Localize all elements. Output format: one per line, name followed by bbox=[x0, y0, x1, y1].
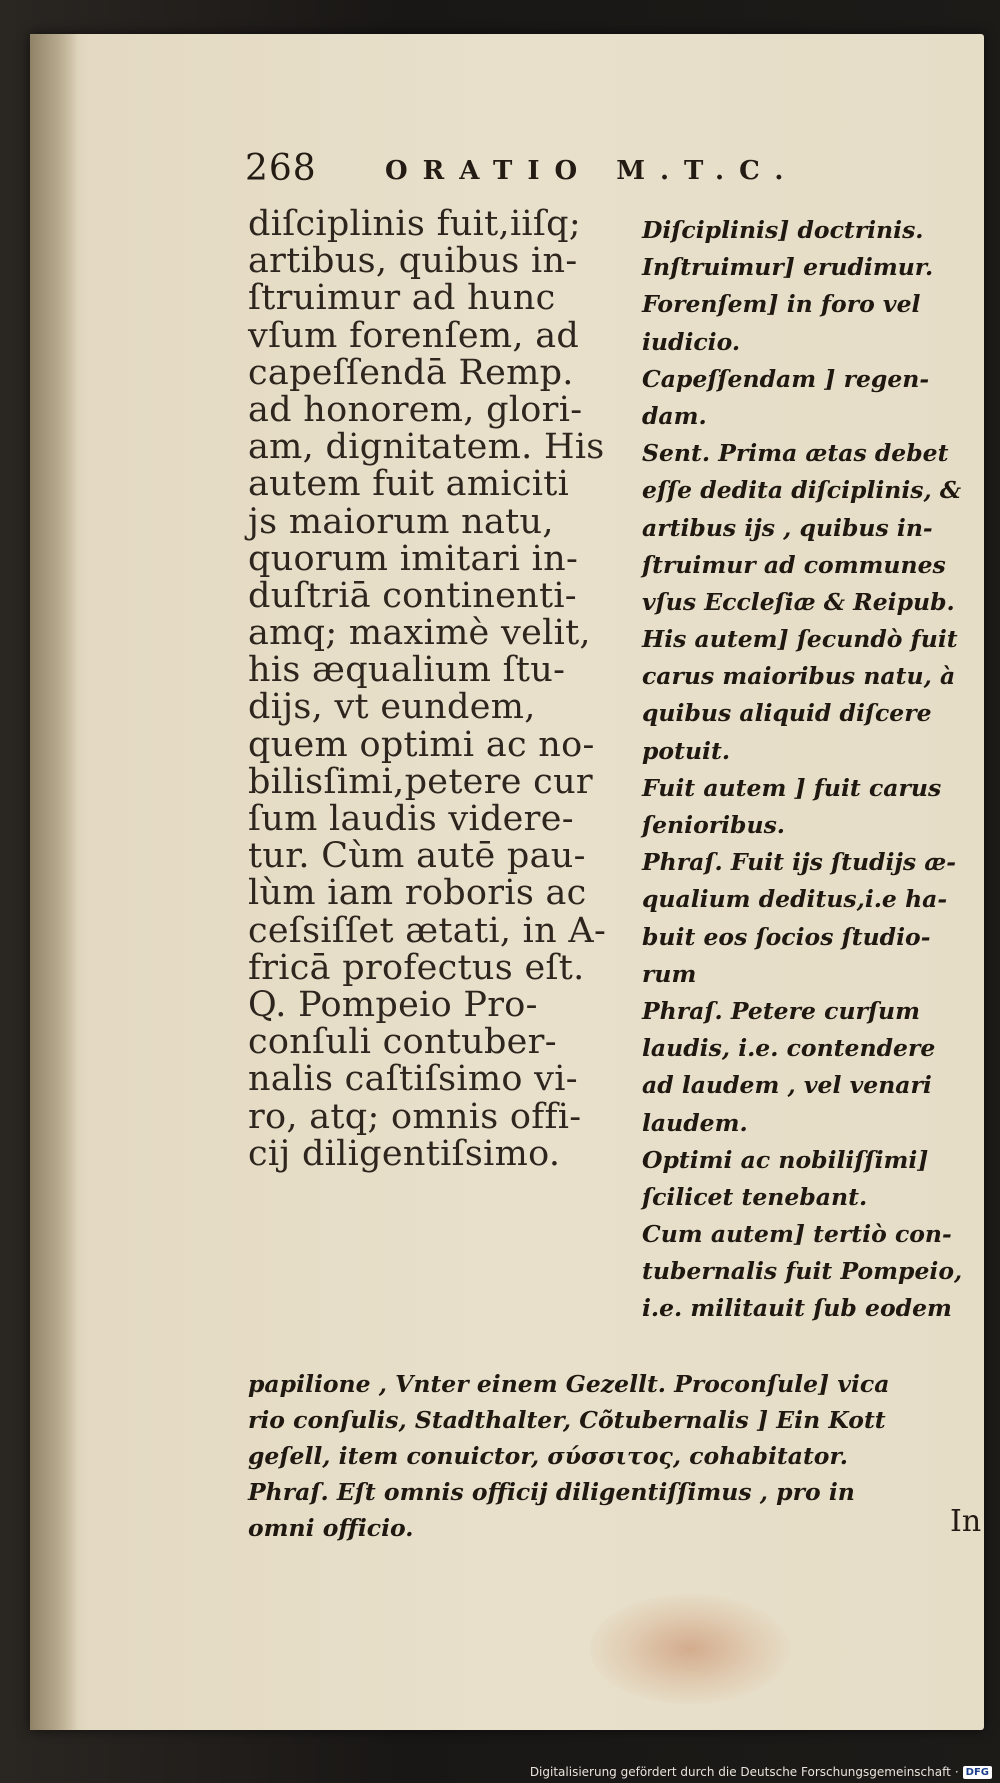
bottom-note-line: geſell, item conuictor, σύσσιτος, cohabitator. bbox=[248, 1442, 848, 1470]
main-text-line: fricā profectus eſt. bbox=[248, 947, 585, 988]
main-text-line: nalis caſtiſsimo vi- bbox=[248, 1059, 578, 1100]
main-text-line: js maiorum natu, bbox=[248, 501, 554, 542]
main-text-line: tur. Cùm autē pau- bbox=[248, 836, 586, 877]
main-text-line: ſum laudis videre- bbox=[248, 799, 574, 839]
marginal-note-line: vſus Eccleſiæ & Reipub. bbox=[642, 587, 955, 616]
marginal-note-line: buit eos ſocios ſtudio- bbox=[642, 922, 931, 951]
marginal-note-line: ad laudem , vel venari bbox=[642, 1071, 932, 1100]
main-text-line: his æqualium ſtu- bbox=[248, 650, 566, 691]
marginal-note-line: laudem. bbox=[642, 1108, 748, 1137]
marginal-notes-column bbox=[642, 212, 1000, 1328]
main-text-line: dijs, vt eundem, bbox=[248, 687, 536, 728]
main-text-column bbox=[248, 206, 648, 1173]
main-text-line: ro, atq; omnis offi- bbox=[248, 1096, 582, 1137]
marginal-note-line: Inſtruimur] erudimur. bbox=[642, 253, 934, 282]
marginal-note-line: His autem] ſecundò fuit bbox=[642, 625, 958, 654]
running-head: ORATIO M.T.C. bbox=[385, 156, 799, 186]
main-text-line: am, dignitatem. His bbox=[248, 427, 605, 468]
main-text-line: amq; maximè velit, bbox=[248, 613, 591, 654]
main-text-line: Q. Pompeio Pro- bbox=[248, 984, 538, 1025]
marginal-note-line: rum bbox=[642, 959, 697, 988]
main-text-line: capeſſendā Remp. bbox=[248, 352, 574, 393]
marginal-note-line: artibus ijs , quibus in- bbox=[642, 513, 933, 542]
main-text-line: quorum imitari in- bbox=[248, 538, 579, 579]
marginal-note-line: Capeſſendam ] regen- bbox=[642, 364, 930, 393]
digitization-credit: Digitalisierung gefördert durch die Deutsche Forschungsgemeinschaft · DFG bbox=[530, 1765, 992, 1779]
marginal-note-line: Phraſ. Fuit ijs ſtudijs æ- bbox=[642, 848, 956, 877]
marginal-note-line: iudicio. bbox=[642, 327, 741, 356]
main-text-line: vſum forenſem, ad bbox=[248, 315, 580, 356]
marginal-note-line: carus maioribus natu, à bbox=[642, 662, 956, 691]
main-text-line: ad honorem, glori- bbox=[248, 389, 583, 430]
main-text-line: cij diligentiſsimo. bbox=[248, 1133, 561, 1174]
marginal-note-line: Sent. Prima ætas debet bbox=[642, 439, 949, 468]
book-page bbox=[30, 34, 984, 1730]
bottom-note-line: Phraſ. Eſt omnis officij diligentiſſimus , pro in bbox=[248, 1478, 855, 1506]
page-number: 268 bbox=[245, 148, 317, 189]
main-text-line: artibus, quibus in- bbox=[248, 241, 578, 282]
marginal-note-line: ſcilicet tenebant. bbox=[642, 1182, 868, 1211]
marginal-note-line: dam. bbox=[642, 401, 707, 430]
page-gutter-shadow bbox=[30, 34, 78, 1730]
paper-stain bbox=[590, 1594, 790, 1704]
marginal-note-line: Phraſ. Petere curſum bbox=[642, 996, 920, 1025]
marginal-note-line: qualium deditus,i.e ha- bbox=[642, 885, 948, 914]
marginal-note-line: quibus aliquid diſcere bbox=[642, 699, 932, 728]
marginal-note-line: ſenioribus. bbox=[642, 811, 785, 839]
bottom-note-line: rio conſulis, Stadthalter, Cõtubernalis ] Ein Kott bbox=[248, 1406, 886, 1434]
marginal-note-line: eſſe dedita diſciplinis, & bbox=[642, 476, 962, 505]
main-text-line: ceſsiſſet ætati, in A- bbox=[248, 910, 607, 951]
main-text-line: bilisſimi,petere cur bbox=[248, 761, 593, 802]
marginal-note-line: ſtruimur ad communes bbox=[642, 550, 946, 579]
marginal-note-line: Cum autem] tertiò con- bbox=[642, 1220, 952, 1249]
main-text-line: quem optimi ac no- bbox=[248, 724, 595, 765]
bottom-note-line: omni officio. bbox=[248, 1514, 414, 1542]
main-text-line: diſciplinis fuit,iiſq; bbox=[248, 204, 581, 244]
main-text-line: duſtriā continenti- bbox=[248, 575, 577, 616]
marginal-note-line: Fuit autem ] fuit carus bbox=[642, 773, 942, 802]
main-text-line: autem fuit amiciti bbox=[248, 464, 570, 505]
main-text-line: conſuli contuber- bbox=[248, 1022, 557, 1063]
page-header bbox=[30, 146, 984, 206]
credit-text: Digitalisierung gefördert durch die Deutsche Forschungsgemeinschaft bbox=[529, 1765, 951, 1779]
bottom-notes bbox=[248, 1366, 1000, 1546]
bottom-note-line: papilione , Vnter einem Gezellt. Proconſule] vica bbox=[248, 1370, 890, 1398]
marginal-note-line: Diſciplinis] doctrinis. bbox=[642, 216, 924, 244]
dfg-logo-icon: DFG bbox=[963, 1766, 992, 1779]
marginal-note-line: tubernalis fuit Pompeio, bbox=[642, 1257, 963, 1286]
marginal-note-line: potuit. bbox=[642, 736, 731, 765]
marginal-note-line: laudis, i.e. contendere bbox=[642, 1034, 936, 1063]
marginal-note-line: Optimi ac nobiliſſimi] bbox=[642, 1145, 929, 1174]
main-text-line: ſtruimur ad hunc bbox=[248, 278, 556, 319]
catchword: In bbox=[950, 1504, 982, 1539]
marginal-note-line: Forenſem] in foro vel bbox=[642, 290, 921, 319]
main-text-line: lùm iam roboris ac bbox=[248, 873, 587, 914]
marginal-note-line: i.e. militauit ſub eodem bbox=[642, 1294, 952, 1323]
